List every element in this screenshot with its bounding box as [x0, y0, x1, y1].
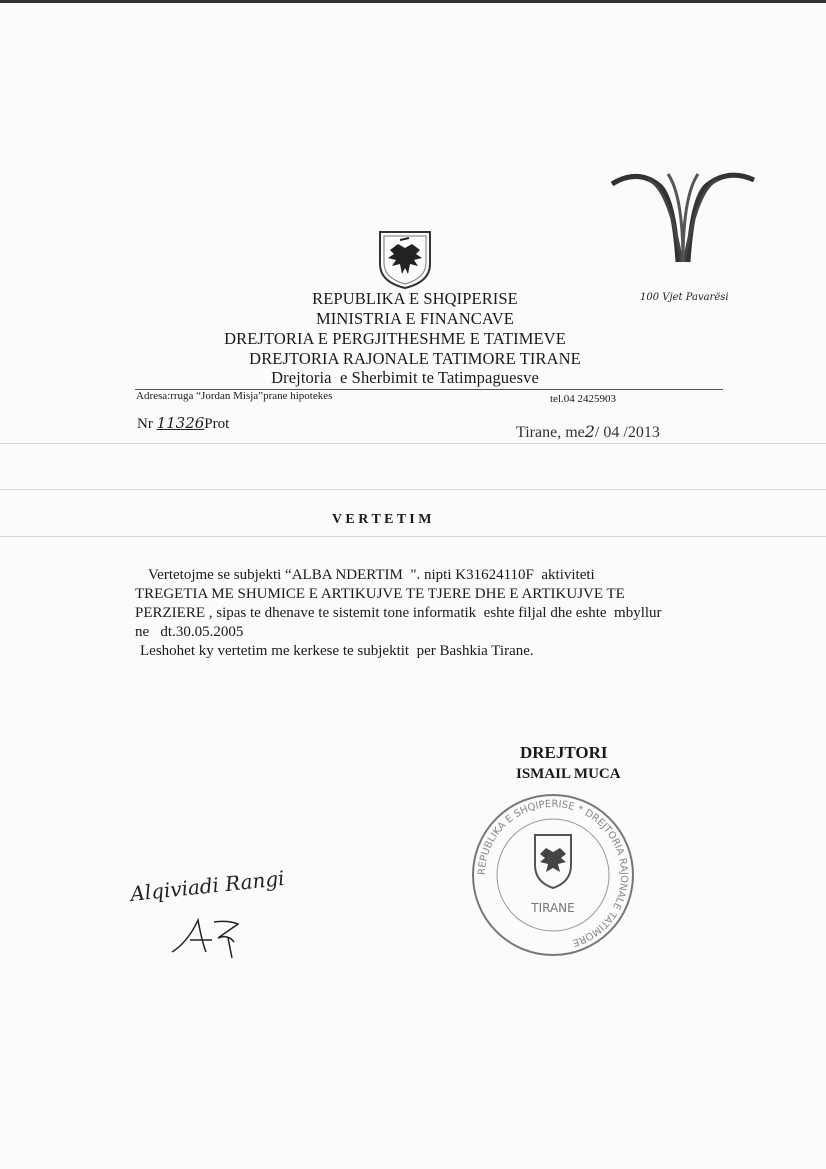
phone-text: tel.04 2425903: [550, 393, 616, 405]
scan-line: [0, 489, 826, 490]
signature-scribble-icon: [168, 912, 248, 962]
letterhead-line-service-directorate: Drejtoria e Sherbimit te Tatimpaguesve: [271, 368, 539, 387]
reference-number: [137, 415, 229, 433]
anniversary-logo-text: 100 Vjet Pavarësi: [640, 292, 729, 303]
letterhead-line-regional-directorate: DREJTORIA RAJONALE TATIMORE TIRANE: [249, 349, 581, 368]
body-line-2: TREGETIA ME SHUMICE E ARTIKUJVE TE TJERE DHE E ARTIKUJVE TE: [135, 586, 625, 602]
address-text: Adresa:rruga “Jordan Misja”prane hipotekes: [136, 390, 333, 402]
body-line-1: Vertetojme se subjekti “ALBA NDERTIM ". nipti K31624110F aktiviteti: [148, 567, 595, 583]
body-line-4: ne dt.30.05.2005: [135, 624, 244, 640]
body-line-5: Leshohet ky vertetim me kerkese te subjektit per Bashkia Tirane.: [140, 643, 534, 659]
place-date-prefix: Tirane, me: [516, 424, 585, 441]
scan-top-edge: [0, 0, 826, 3]
scan-line: [0, 536, 826, 537]
letterhead-line-republic: REPUBLIKA E SHQIPERISE: [312, 289, 518, 308]
coat-of-arms-icon: [376, 228, 434, 290]
document-title: V E R T E T I M: [332, 512, 432, 527]
date-rest: / 04 /2013: [594, 424, 660, 441]
handwritten-note: Alqiviadi Rangi: [129, 865, 286, 907]
prot-label: Prot: [204, 416, 230, 432]
letterhead-line-ministry: MINISTRIA E FINANCAVE: [316, 309, 514, 328]
stamp-outer-text: REPUBLIKA E SHQIPERISE * DREJTORIA RAJONALE TATIMORE: [476, 798, 630, 948]
anniversary-logo-icon: [608, 166, 758, 270]
letterhead-line-general-directorate: DREJTORIA E PERGJITHESHME E TATIMEVE: [224, 329, 566, 348]
nr-label: Nr: [137, 416, 153, 432]
signatory-title: DREJTORI: [520, 743, 608, 762]
body-line-3: PERZIERE , sipas te dhenave te sistemit tone informatik eshte filjal dhe eshte mbyllur: [135, 605, 662, 621]
official-stamp-icon: [468, 790, 638, 960]
stamp-center-text: TIRANE: [531, 901, 575, 915]
date-day: 2: [584, 422, 595, 441]
nr-value: 11326: [156, 414, 205, 432]
signatory-name: ISMAIL MUCA: [516, 766, 621, 782]
scan-line: [0, 443, 826, 444]
place-date: [516, 423, 660, 442]
